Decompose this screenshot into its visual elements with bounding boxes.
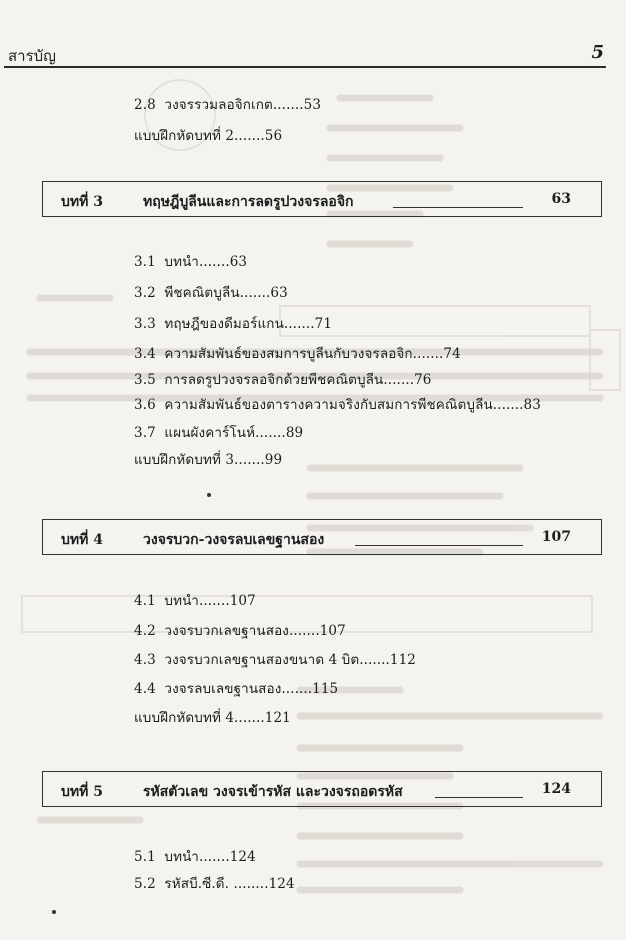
toc-entry xyxy=(134,648,416,670)
toc-entry-number: 3.2 xyxy=(134,285,156,301)
toc-entry-text: ความสัมพันธ์ของตารางความจริงกับสมการพีชคณิตบูลีน.......83 xyxy=(164,397,541,413)
toc-entry-number: 4.2 xyxy=(134,623,156,639)
toc-entry xyxy=(134,93,321,115)
toc-entry xyxy=(134,281,288,303)
toc-entry-text: บทนำ.......107 xyxy=(164,593,256,609)
toc-entry-number: 4.4 xyxy=(134,681,156,697)
toc-entry xyxy=(134,589,256,611)
chapter-heading-box xyxy=(42,181,602,217)
chapter-leader-line xyxy=(435,797,523,798)
toc-entry-number: 3.1 xyxy=(134,254,156,270)
toc-exercise-entry xyxy=(134,448,282,470)
toc-entry-number: 5.2 xyxy=(134,876,156,892)
toc-entry-text: วงจรบวกเลขฐานสอง.......107 xyxy=(164,623,346,639)
toc-entry xyxy=(134,393,541,415)
stray-mark xyxy=(207,493,211,497)
toc-entry-text: แผนผังคาร์โนห์.......89 xyxy=(164,425,304,441)
chapter-title: ทฤษฎีบูลีนและการลดรูปวงจรลอจิก xyxy=(143,194,354,210)
chapter-page: 107 xyxy=(541,529,571,545)
toc-entry xyxy=(134,250,247,272)
toc-entry xyxy=(134,619,346,641)
toc-entry-text: วงจรลบเลขฐานสอง.......115 xyxy=(164,681,339,697)
chapter-heading-box xyxy=(42,771,602,807)
chapter-label: บทที่ 4 xyxy=(61,532,103,548)
chapter-label: บทที่ 3 xyxy=(61,194,103,210)
stray-mark xyxy=(52,910,56,914)
header-title: สารบัญ xyxy=(8,47,56,65)
toc-entry-text: วงจรบวกเลขฐานสองขนาด 4 บิต.......112 xyxy=(164,652,416,668)
toc-entry-text: แบบฝึกหัดบทที่ 2.......56 xyxy=(134,128,283,144)
toc-exercise-entry xyxy=(134,124,282,146)
toc-entry-text: การลดรูปวงจรลอจิกด้วยพีชคณิตบูลีน.......76 xyxy=(164,372,432,388)
toc-entry-text: แบบฝึกหัดบทที่ 3.......99 xyxy=(134,452,283,468)
chapter-title: วงจรบวก-วงจรลบเลขฐานสอง xyxy=(143,532,325,548)
toc-entry-text: บทนำ.......124 xyxy=(164,849,256,865)
toc-entry-number: 3.7 xyxy=(134,425,156,441)
toc-entry-number: 3.6 xyxy=(134,397,156,413)
chapter-page: 63 xyxy=(551,191,571,207)
toc-entry xyxy=(134,421,303,443)
toc-entry-number: 3.4 xyxy=(134,346,156,362)
chapter-label: บทที่ 5 xyxy=(61,784,103,800)
toc-entry-text: รหัสบี.ซี.ดี. ........124 xyxy=(164,876,295,892)
toc-entry xyxy=(134,872,295,894)
toc-entry-number: 4.1 xyxy=(134,593,156,609)
toc-entry-number: 3.3 xyxy=(134,316,156,332)
toc-entry-text: ทฤษฎีของดีมอร์แกน.......71 xyxy=(164,316,333,332)
toc-entry-number: 3.5 xyxy=(134,372,156,388)
chapter-heading-box xyxy=(42,519,602,555)
chapter-title: รหัสตัวเลข วงจรเข้ารหัส และวงจรถอดรหัส xyxy=(143,784,403,800)
chapter-leader-line xyxy=(393,207,523,208)
toc-entry xyxy=(134,312,332,334)
toc-entry xyxy=(134,342,461,364)
toc-entry xyxy=(134,368,432,390)
toc-entry-text: พีชคณิตบูลีน.......63 xyxy=(164,285,288,301)
toc-entry-number: 4.3 xyxy=(134,652,156,668)
toc-entry-text: วงจรรวมลอจิกเกต.......53 xyxy=(164,97,322,113)
header-rule xyxy=(4,66,606,68)
toc-entry xyxy=(134,677,338,699)
toc-exercise-entry xyxy=(134,706,291,728)
chapter-page: 124 xyxy=(541,781,571,797)
toc-entry-text: แบบฝึกหัดบทที่ 4.......121 xyxy=(134,710,291,726)
page-number: 5 xyxy=(591,42,604,63)
toc-entry-number: 2.8 xyxy=(134,97,156,113)
toc-entry-text: ความสัมพันธ์ของสมการบูลีนกับวงจรลอจิก.......74 xyxy=(164,346,461,362)
toc-entry-text: บทนำ.......63 xyxy=(164,254,248,270)
chapter-leader-line xyxy=(355,545,523,546)
toc-entry-number: 5.1 xyxy=(134,849,156,865)
toc-entry xyxy=(134,845,256,867)
